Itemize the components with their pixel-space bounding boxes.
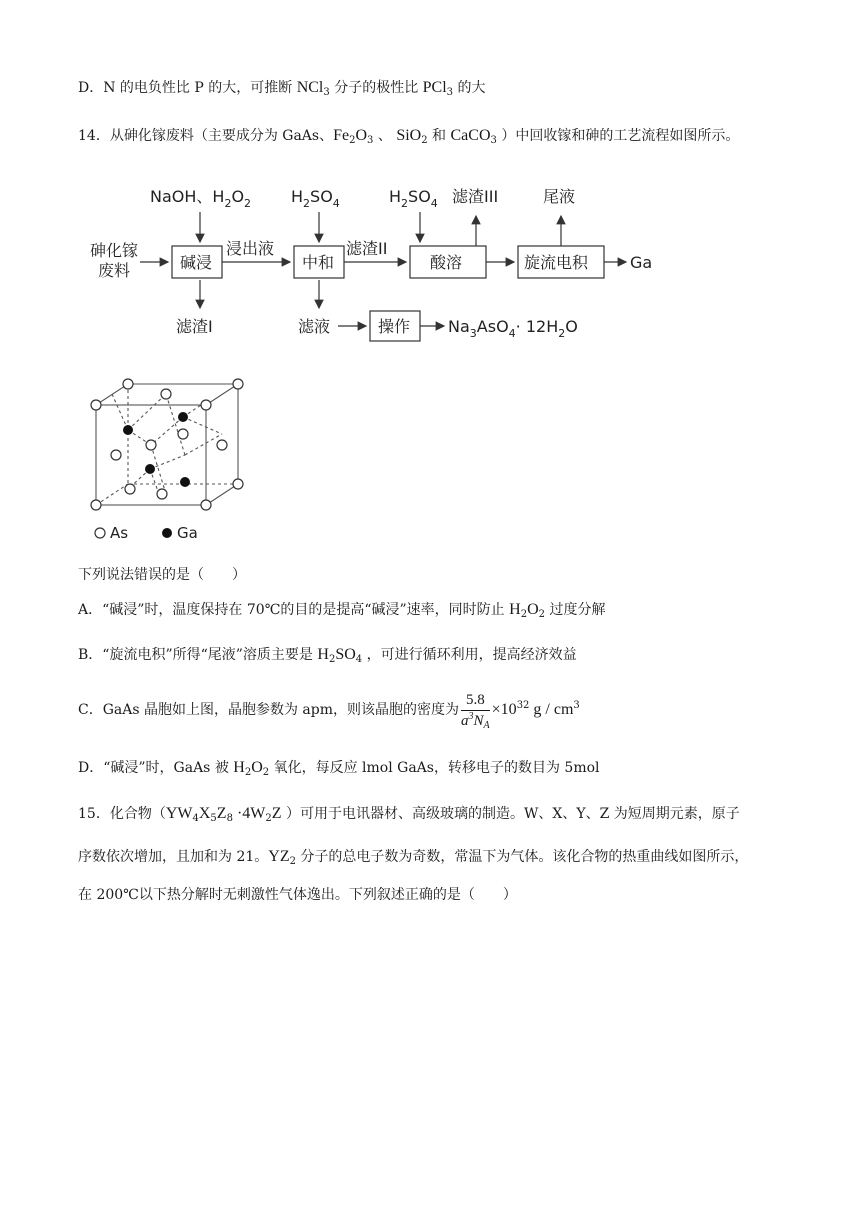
reagent-h2so4-1: $H_2SO_4$ [291, 187, 340, 210]
product-salt: $Na_3AsO_4\cdot 12H_2O$ [448, 317, 578, 340]
q15-line-2: 序数依次增加，且加和为 21。$YZ_2$ 分子的总电子数为奇数，常温下为气体。该化合物的热重曲线如图所示， [78, 848, 749, 867]
input-line1: 砷化镓 [90, 241, 139, 260]
q14-question: 下列说法错误的是（ ） [78, 567, 246, 583]
residue-1: 滤渣I [176, 317, 213, 336]
legend-ga: Ga [177, 524, 198, 542]
svg-text:中和: 中和 [302, 253, 335, 272]
svg-text:碱浸: 碱浸 [180, 253, 213, 272]
product-ga: Ga [630, 253, 653, 272]
q14-option-d: D．“碱浸”时，GaAs 被 $H_2O_2$ 氧化，每反应 lmol GaAs，转移电子的数目为 5mol [78, 759, 600, 778]
density-fraction: $\frac{5.8}{a^3N_A}$ [461, 691, 490, 731]
arrow-label-leachate: 浸出液 [226, 239, 275, 258]
reagent-naoh-h2o2: NaOH、$H_2O_2$ [150, 187, 252, 210]
filtrate: 滤液 [298, 317, 331, 336]
residue-3: 滤渣III [452, 187, 499, 206]
q14-option-c: C．GaAs 晶胞如上图，晶胞参数为 apm，则该晶胞的密度为 $\frac{5.8}{a^3N_A}$ $\times 10^{32}$ g / $cm^3$ [78, 691, 580, 731]
q15-line-3: 在 200℃以下热分解时无刺激性气体逸出。下列叙述正确的是（ ） [78, 887, 517, 903]
svg-text:旋流电积: 旋流电积 [524, 253, 589, 272]
gaas-unit-cell-diagram [80, 372, 280, 552]
arrow-label-residue2: 滤渣II [346, 239, 388, 258]
svg-text:操作: 操作 [378, 317, 411, 336]
tail-liquid: 尾液 [543, 187, 576, 206]
q13-option-d: D．N 的电负性比 P 的大，可推断 NCl$_3$ 分子的极性比 PCl$_3$ 的大 [78, 79, 486, 98]
process-flow-diagram [0, 170, 860, 370]
svg-text:酸溶: 酸溶 [430, 253, 463, 272]
q14-stem: 14．从砷化镓废料（主要成分为 GaAs、$Fe_2O_3$ 、 SiO$_2$ 和 CaCO$_3$ ）中回收镓和砷的工艺流程如图所示。 [78, 127, 740, 146]
q14-option-b: B．“旋流电积”所得“尾液”溶质主要是 $H_2SO_4$ ，可进行循环利用，提高经济效益 [78, 646, 577, 665]
input-line2: 废料 [98, 261, 131, 280]
q15-line-1: 15．化合物（$YW_4X_5Z_8 \cdot 4W_2Z$ ）可用于电讯器材、高级玻璃的制造。W、X、Y、Z 为短周期元素，原子 [78, 805, 740, 824]
legend-as: As [110, 524, 129, 542]
reagent-h2so4-2: $H_2SO_4$ [389, 187, 438, 210]
q14-option-a: A．“碱浸”时，温度保持在 70℃的目的是提高“碱浸”速率，同时防止 $H_2O_2$ 过度分解 [78, 601, 606, 620]
